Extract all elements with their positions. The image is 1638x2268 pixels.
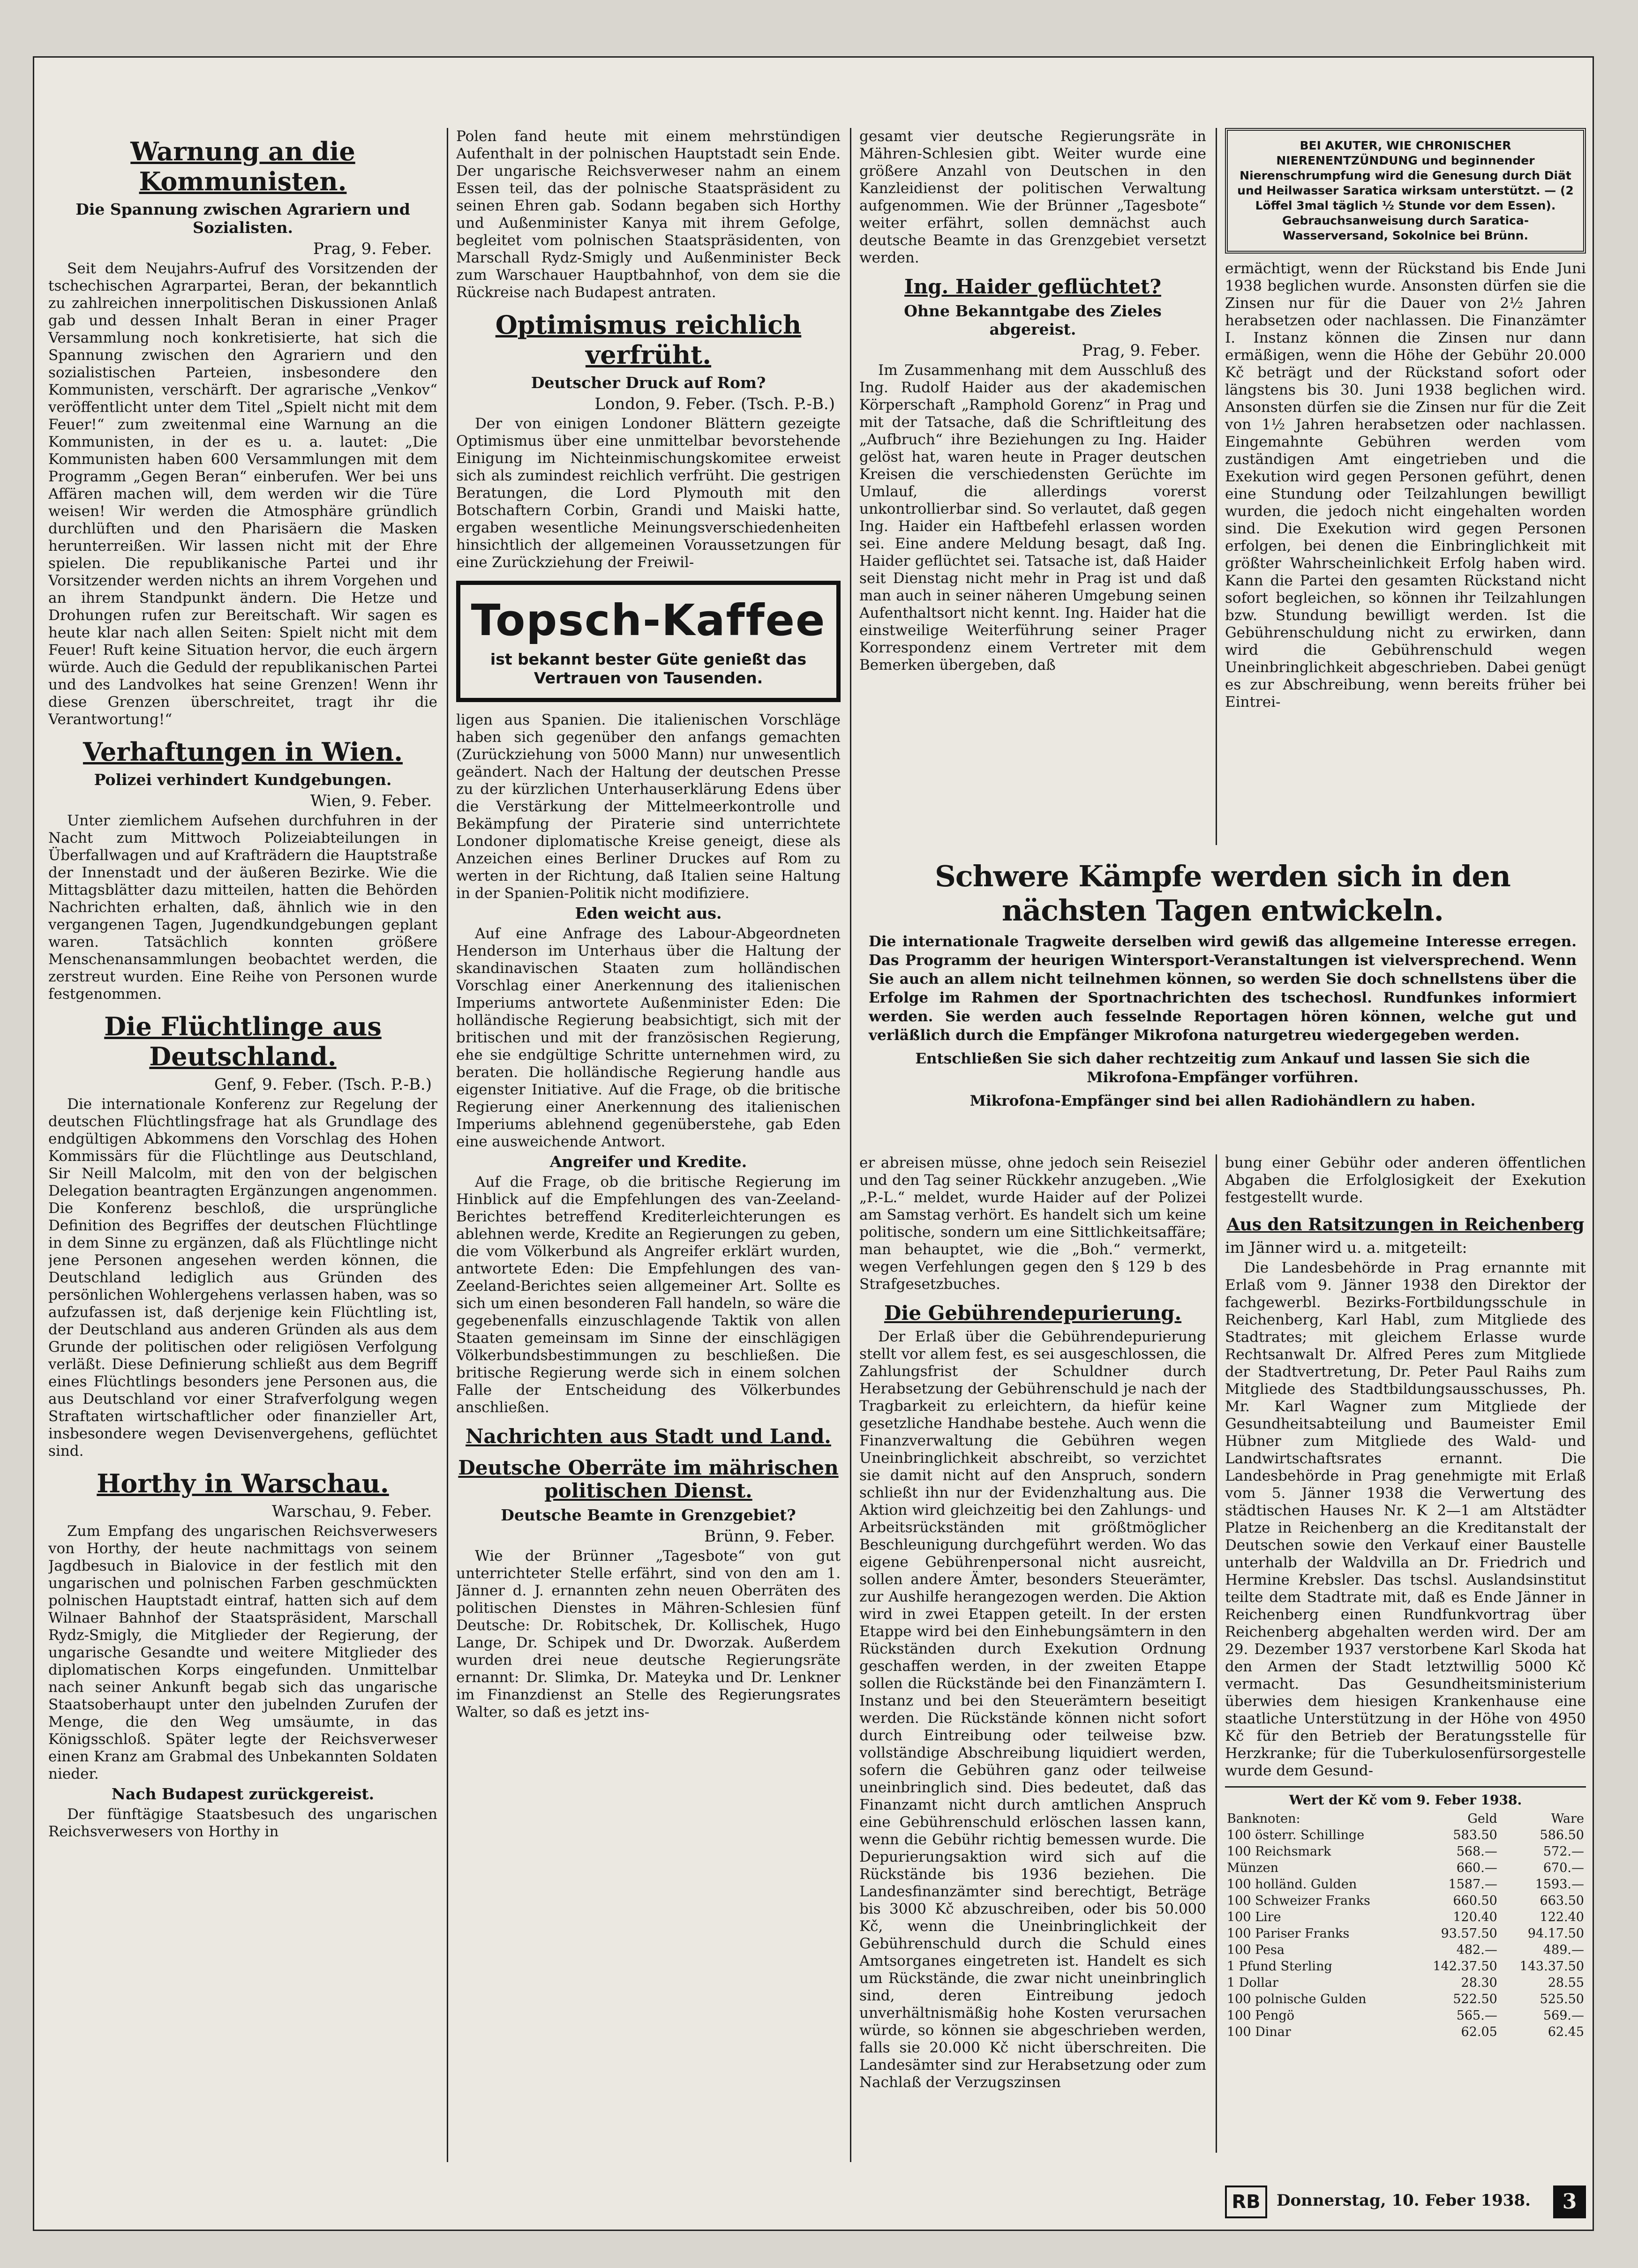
rate-ware: 28.55 xyxy=(1548,1976,1584,1990)
subheadline: Deutsche Beamte in Grenzgebiet? xyxy=(501,1506,796,1524)
column-1 xyxy=(48,128,437,2200)
ad-slogan: ist bekannt bester Güte genießt das Vertrauen von Tausenden. xyxy=(490,650,807,687)
rate-ware: 94.17.50 xyxy=(1527,1926,1584,1941)
rate-ware: 663.50 xyxy=(1540,1894,1584,1908)
article-text: Auf eine Anfrage des Labour-Abgeordneten Henderson im Unterhaus über die Haltung der skandinavischen Staaten zum holländischen Vorschlag einer Anerkennung des italienischen Imperiums antwortete Außenminister Eden: Die holländische Regierung beabsichtigt, sich mit der britischen und mit der französischen Regierung, ehe sie endgültige Schritte unternehmen wird, zu beraten. Die holländische Regierung handle aus eigenster Initiative. Auf die Frage, ob die britische Regierung einer Anerkennung des italienischen Imperiums ablehnend gegenüberstehe, gab Eden eine ausweichende Antwort. xyxy=(456,925,841,1150)
column-4-top xyxy=(1225,128,1586,845)
rate-geld: 93.57.50 xyxy=(1441,1926,1497,1941)
rates-row xyxy=(1225,1843,1586,1860)
banner-text: Mikrofona-Empfänger sind bei allen Radiohändlern zu haben. xyxy=(969,1093,1476,1109)
rate-geld: 660.50 xyxy=(1453,1894,1497,1908)
rate-name: 100 Schweizer Franks xyxy=(1227,1894,1370,1908)
article-text: ermächtigt, wenn der Rückstand bis Ende Juni 1938 beglichen wurde. Ansonsten dürfen sie die Zinsen nur für die Dauer von 2½ Jahren herabsetzen oder nachlassen. Die Finanzämter I. Instanz können die Zinsen nur dann ermäßigen, wenn die Höhe der Gebühr 20.000 Kč beträgt und der Rückstand sofort oder längstens bis 30. Juni 1938 beglichen wird. Ansonsten dürfen sie die Zinsen nur für die Zeit von 1½ Jahren herabsetzen oder nachlassen. Eingemahnte Gebühren werden vom zuständigen Amt eingetrieben und die Exekution wird gegen Personen geführt, denen eine Stundung oder Teilzahlungen bewilligt wurden, die jedoch nicht eingehalten worden sind. Die Exekution wird gegen Personen erfolgen, bei denen die Einbringlichkeit mit größter Wahrscheinlichkeit Erfolg haben wird. Kann die Partei den gesamten Rückstand nicht sofort begleichen, so können ihr Teilzahlungen bzw. Stundung bewilligt werden. Ist die Gebührenschuldung nicht zu erwirken, dann wird die Gebührenschuld wegen Uneinbringlichkeit abgeschrieben. Dabei genügt es zur Abschreibung, wenn bereits früher bei Eintrei- xyxy=(1225,260,1586,711)
headline: Aus den Ratsitzungen in Reichenberg xyxy=(1226,1215,1585,1235)
rates-header-name: Banknoten: xyxy=(1227,1811,1300,1826)
article-text: ligen aus Spanien. Die italienischen Vorschläge haben sich gegenüber den anfangs gemachten (Zurückziehung von 5000 Mann) nur unwesentlich geändert. Nach der Haltung der deutschen Presse zu der kürzlichen Unterhauserklärung Edens über die Verstärkung der Mittelmeerkontrolle und Bekämpfung der Piraterie sind unterrichtete Londoner diplomatische Kreise geneigt, diese als Anzeichen eines Berliner Druckes auf Rom zu werten in der Richtung, daß Italien seine Haltung in der Spanien-Politik nicht modifiziere. xyxy=(456,711,841,902)
article-text: gesamt vier deutsche Regierungsräte in Mähren-Schlesien gibt. Weiter wurde eine größere Anzahl von Deutschen in den Kanzleidienst der politischen Verwaltung aufgenommen. Wie der Brünner „Tagesbote“ weiter erfährt, sollen demnächst auch deutsche Beamte in das Grenzgebiet versetzt werden. xyxy=(859,128,1206,266)
article-text: Die internationale Konferenz zur Regelung der deutschen Flüchtlingsfrage hat als Grundlage des endgültigen Abkommens den Vorschlag des Hohen Kommissärs für die Flüchtlinge aus Deutschland, Sir Neill Malcolm, mit den von der belgischen Delegation beantragten Ergänzungen angenommen. Die Konferenz beschloß, die ursprüngliche Definition des Begriffes der deutschen Flüchtlinge in dem Sinne zu ergänzen, daß als Flüchtlinge nicht jene Personen angesehen werden können, die Deutschland lediglich aus Gründen des persönlichen Wohlergehens verlassen haben, was so aufzufassen ist, daß derjenige kein Flüchtling ist, der Deutschland aus anderen Gründen als aus dem Grunde der politischen oder religiösen Verfolgung verläßt. Diese Definierung schließt aus dem Begriff eines Flüchtlings besonders jene Personen aus, die aus Deutschland vor einer Strafverfolgung wegen Straftaten wirtschaftlicher oder finanzieller Art, insbesondere wegen Devisenvergehens, geflüchtet sind. xyxy=(48,1096,437,1460)
subheadline: Eden weicht aus. xyxy=(575,904,722,922)
article-text: Auf die Frage, ob die britische Regierung im Hinblick auf die Empfehlungen des van-Zeeland-Berichtes betreffend Krediterleichterungen es ablehnen werde, Kredite an Regierungen zu geben, die vom Völkerbund als Angreifer erklärt wurden, antwortete Eden: Die Empfehlungen des van-Zeeland-Berichtes seien allgemeiner Art. Sollte es sich um einen besonderen Fall handeln, so wäre die gegebenenfalls einzuschlagende Taktik von allen Staaten gemeinsam im Sinne der einschlägigen Völkerbundsbestimmungen zu beschließen. Die britische Regierung werde sich in einem solchen Falle der Entscheidung des Völkerbundes anschließen. xyxy=(456,1174,841,1416)
rates-header-row xyxy=(1225,1811,1586,1827)
subheadline: Die Spannung zwischen Agrariern und Sozialisten. xyxy=(75,200,410,237)
rates-row xyxy=(1225,2024,1586,2040)
section-headline: Nachrichten aus Stadt und Land. xyxy=(466,1425,831,1448)
rate-ware: 1593.— xyxy=(1535,1877,1584,1892)
rate-geld: 142.37.50 xyxy=(1433,1959,1497,1974)
rates-title: Wert der Kč vom 9. Feber 1938. xyxy=(1289,1792,1522,1808)
rates-row xyxy=(1225,1893,1586,1909)
rates-header-geld: Geld xyxy=(1467,1811,1497,1826)
headline: Warnung an die Kommunisten. xyxy=(130,136,355,196)
rate-geld: 62.05 xyxy=(1461,2025,1497,2039)
rate-ware: 62.45 xyxy=(1548,2025,1584,2039)
rate-geld: 522.50 xyxy=(1453,1992,1497,2006)
banner-text: Entschließen Sie sich daher rechtzeitig zum Ankauf und lassen Sie sich die Mikrofona-Empfänger vorführen. xyxy=(915,1050,1530,1086)
rates-row xyxy=(1225,1991,1586,2007)
rate-geld: 120.40 xyxy=(1453,1910,1497,1924)
headline: Deutsche Oberräte im mährischen politischen Dienst. xyxy=(458,1456,839,1502)
rate-ware: 525.50 xyxy=(1540,1992,1584,2006)
rate-name: Münzen xyxy=(1227,1861,1279,1875)
rate-ware: 572.— xyxy=(1543,1844,1584,1859)
rates-row xyxy=(1225,1860,1586,1876)
column-rule xyxy=(850,128,851,2162)
rate-name: 100 Reichsmark xyxy=(1227,1844,1331,1859)
subheadline: Ohne Bekanntgabe des Zieles abgereist. xyxy=(904,302,1162,338)
rate-name: 100 österr. Schillinge xyxy=(1227,1828,1365,1842)
rate-name: 100 Dinar xyxy=(1227,2025,1291,2039)
subheadline: Deutscher Druck auf Rom? xyxy=(531,374,766,392)
rates-row xyxy=(1225,1909,1586,1925)
rate-geld: 660.— xyxy=(1456,1861,1497,1875)
rate-geld: 482.— xyxy=(1456,1943,1497,1957)
article-text: Der von einigen Londoner Blättern gezeigte Optimismus über eine unmittelbar bevorstehende Einigung im Nichteinmischungskomitee erweist sich als zumindest reichlich verfrüht. Die gestrigen Beratungen, die Lord Plymouth mit den Botschaftern Corbin, Grandi und Maiski hatte, ergaben wesentliche Meinungsverschiedenheiten hinsichtlich der allgemeinen Voraussetzungen für eine Zurückziehung der Freiwil- xyxy=(456,415,841,571)
rate-geld: 565.— xyxy=(1456,2008,1497,2023)
rate-name: 100 Pariser Franks xyxy=(1227,1926,1350,1941)
rate-name: 100 Pesa xyxy=(1227,1943,1285,1957)
banner-text: Die internationale Tragweite derselben wird gewiß das allgemeine Interesse erregen. Das Programm der heurigen Wintersport-Veranstaltungen ist vielversprechend. Wenn Sie auch an allem nicht teilnehmen können, so werden Sie doch schnellstens über die Erfolge im Rahmen der Sportnachrichten des tschechosl. Rundfunkes informiert werden. Sie werden auch fesselnde Reportagen hören können, welche gut und verläßlich durch die Empfänger Mikrofona naturgetreu wiedergegeben werden. xyxy=(869,933,1577,1044)
dateline: Warschau, 9. Feber. xyxy=(272,1502,432,1521)
rates-row xyxy=(1225,1876,1586,1893)
rates-row xyxy=(1225,1925,1586,1942)
headline: Optimismus reichlich verfrüht. xyxy=(495,310,802,370)
rate-ware: 670.— xyxy=(1543,1861,1584,1875)
rates-header-ware: Ware xyxy=(1551,1811,1584,1826)
rates-row xyxy=(1225,2007,1586,2024)
rate-geld: 28.30 xyxy=(1461,1976,1497,1990)
headline: Verhaftungen in Wien. xyxy=(83,737,403,767)
rate-ware: 569.— xyxy=(1543,2008,1584,2023)
ad-brand: Topsch-Kaffee xyxy=(471,595,826,645)
rates-row xyxy=(1225,1827,1586,1843)
article-text: Der Erlaß über die Gebührendepurierung stellt vor allem fest, es sei ausgeschlossen, die Zahlungsfrist der Schuldner durch Herabsetzung der Gebührenschuld je nach der Tragbarkeit zu erleichtern, da hiefür keine gesetzliche Handhabe bestehe. Auch wenn die Finanzverwaltung die Gebühren wegen Uneinbringlichkeit abschreibt, so verzichtet sie damit nicht auf den Anspruch, sondern schließt ihn nur der Evidenzhaltung aus. Die Aktion wird gleichzeitig bei den Zahlungs- und Arbeitsrückständen mit größtmöglicher Beschleunigung durchgeführt werden. Wo das eigene Gebührenpersonal nicht ausreicht, sollen andere Ämter, besonders Steuerämter, zur Aushilfe herangezogen werden. Die Aktion wird in zwei Etappen geteilt. In der ersten Etappe wird bei den Einhebungsämtern in den Rückständen durch Exekution Ordnung geschaffen werden, in der zweiten Etappe sollen die Rückstände bei den Finanzämtern I. Instanz und bei den Steuerämtern beseitigt werden. Die Rückstände können nicht sofort durch Eintreibung oder teilweise bzw. vollständige Abschreibung liquidiert werden, sofern die Gebühren ganz oder teilweise uneinbringlich sind. Dies bedeutet, daß das Finanzamt nicht durch amtlichen Anspruch eine Gebührenschuld erlöschen lassen kann, wenn die Gebühr richtig bemessen wurde. Die Depurierungsaktion wird sich auf die Rückstände bis 1936 beziehen. Die Landesfinanzämter sind berechtigt, Beträge bis 3000 Kč abzuschreiben, oder bis 50.000 Kč, wenn die Uneinbringlichkeit der Gebührenschuld durch die Schuld eines Amtsorganes eingetreten ist. Handelt es sich um Rückstände, die zwar nicht uneinbringlich sind, deren Eintreibung jedoch unverhältnismäßig hohe Kosten verursachen würde, so können sie abgeschrieben werden, falls sie 20.000 Kč nicht überschreiten. Die Landesämter sind zur Herabsetzung oder zum Nachlaß der Verzugszinsen xyxy=(859,1328,1206,2091)
issue-date: Donnerstag, 10. Feber 1938. xyxy=(1277,2191,1531,2210)
rates-row xyxy=(1225,1958,1586,1975)
article-text: Die Landesbehörde in Prag ernannte mit Erlaß vom 9. Jänner 1938 den Direktor der fachgewerbl. Bezirks-Fortbildungsschule in Reichenberg, Karl Habl, zum Mitgliede des Stadtrates; mit gleichem Erlasse wurde Rechtsanwalt Dr. Alfred Peres zum Mitgliede der Stadtvertretung, Dr. Peter Paul Raihs zum Mitgliede des Stadtbildungsausschusses, Ph. Mr. Karl Wagner zum Mitgliede der Gesundheitsabteilung und Baumeister Emil Hübner zum Mitgliede des Wald- und Landwirtschaftsrates ernannt. Die Landesbehörde in Prag genehmigte mit Erlaß vom 5. Jänner 1938 die Verwertung des städtischen Hauses Nr. K 2—1 am Altstädter Platze in Reichenberg an die Kreditanstalt der Deutschen sowie den Verkauf einer Baustelle unterhalb der Waldvilla an Dr. Friedrich und Hermine Krebsler. Das tschsl. Auslandsinstitut teilte dem Stadtrate mit, daß es Ende Jänner in Reichenberg einen Rundfunkvortrag über Reichenberg abgehalten werden wird. Der am 29. Dezember 1937 verstorbene Karl Skoda hat den Armen der Stadt letztwillig 5000 Kč vermacht. Das Gesundheitsministerium überwies dem hiesigen Krankenhause eine staatliche Unterstützung in der Höhe von 4950 Kč für den Betrieb der Beratungsstelle für Herzkranke; für die Tuberkulosenfürsorgestelle wurde dem Gesund- xyxy=(1225,1259,1586,1779)
column-3-bottom xyxy=(859,1154,1206,2153)
article-text: Der fünftägige Staatsbesuch des ungarischen Reichsverwesers von Horthy in xyxy=(48,1806,437,1840)
article-text: Unter ziemlichem Aufsehen durchfuhren in der Nacht zum Mittwoch Polizeiabteilungen in Überfallwagen und auf Krafträdern die Hauptstraße der Innenstadt und der äußeren Bezirke. Wie die Mittagsblätter dazu mitteilen, hatten die Behörden Nachrichten erhalten, daß, ähnlich wie in den vergangenen Tagen, Jugendkundgebungen geplant waren. Tatsächlich konnten größere Menschenansammlungen beobachtet werden, die zerstreut wurden. Eine Reihe von Personen wurde festgenommen. xyxy=(48,812,437,1003)
rate-name: 1 Pfund Sterling xyxy=(1227,1959,1332,1974)
coffee-advertisement xyxy=(456,581,841,702)
rates-row xyxy=(1225,1942,1586,1958)
rates-table xyxy=(1225,1811,1586,2040)
article-text: Polen fand heute mit einem mehrstündigen Aufenthalt in der polnischen Hauptstadt sein Ende. Der ungarische Reichsverweser nahm an einem Essen teil, das der polnische Staatspräsident zu seinen Ehren gab. Sodann begaben sich Horthy und Außenminister Kanya mit ihrem Gefolge, begleitet vom polnischen Staatspräsidenten, von Marschall Rydz-Smigly und Außenminister Beck zum Warschauer Hauptbahnhof, von dem sie die Rückreise nach Budapest antraten. xyxy=(456,128,841,301)
column-rule xyxy=(447,128,448,2162)
rates-row xyxy=(1225,1975,1586,1991)
headline: Die Gebührendepurierung. xyxy=(884,1302,1182,1325)
rate-ware: 143.37.50 xyxy=(1519,1959,1584,1974)
article-text: Im Zusammenhang mit dem Ausschluß des Ing. Rudolf Haider aus der akademischen Körperschaft „Ramphold Gorenz“ in Prag und mit der Tatsache, daß die Schriftleitung des „Aufbruch“ ihre Beziehungen zu Ing. Haider gelöst hat, waren heute in Prager deutschen Kreisen die verschiedensten Gerüchte im Umlauf, die allerdings vorerst unkontrollierbar sind. So verlautet, daß gegen Ing. Haider ein Haftbefehl erlassen worden sei. Eine andere Meldung besagt, daß Ing. Haider geflüchtet sei. Tatsache ist, daß Haider seit Dienstag nicht mehr in Prag ist und daß man auch in seiner näheren Umgebung seinen Aufenthaltsort nicht kennt. Ing. Haider hat die einstweilige Weiterführung seiner Prager Korrespondenz einem Vertreter mit dem Bemerken übergeben, daß xyxy=(859,362,1206,674)
column-rule xyxy=(1216,1154,1217,2153)
mikrofona-advertisement xyxy=(859,859,1586,1115)
article-text: Zum Empfang des ungarischen Reichsverwesers von Horthy, der heute nachmittags von seinem Jagdbesuch in Bialovice in der festlich mit den ungarischen und polnischen Farben geschmückten polnischen Hauptstadt eintraf, hatten sich auf dem Wilnaer Bahnhof der Staatspräsident, Marschall Rydz-Smigly, die Mitglieder der Regierung, der ungarische Gesandte und weitere Mitglieder des diplomatischen Korps eingefunden. Unmittelbar nach seiner Ankunft begab sich das ungarische Staatsoberhaupt unter den jubelnden Zurufen der Menge, die den Weg umsäumte, in das Königsschloß. Später legte der Reichsverweser einen Kranz am Grabmal des Unbekannten Soldaten nieder. xyxy=(48,1523,437,1782)
saratica-advertisement: BEI AKUTER, WIE CHRONISCHER NIERENENTZÜNDUNG und beginnender Nierenschrumpfung wird die Genesung durch Diät und Heilwasser Saratica wirksam unterstützt. — (2 Löffel 3mal täglich ½ Stunde vor dem Essen). Gebrauchsanweisung durch Saratica-Wasserversand, Sokolnice bei Brünn. xyxy=(1225,128,1586,254)
rate-name: 100 Pengö xyxy=(1227,2008,1294,2023)
dateline: Genf, 9. Feber. (Tsch. P.-B.) xyxy=(214,1075,432,1094)
rate-name: 1 Dollar xyxy=(1227,1976,1278,1990)
newspaper-page xyxy=(33,56,1594,2231)
article-text: bung einer Gebühr oder anderen öffentlichen Abgaben die Erfolglosigkeit der Exekution festgestellt wurde. xyxy=(1225,1154,1586,1206)
banner-headline: Schwere Kämpfe werden sich in den nächsten Tagen entwickeln. xyxy=(935,859,1510,928)
rate-ware: 489.— xyxy=(1543,1943,1584,1957)
rate-geld: 568.— xyxy=(1456,1844,1497,1859)
dateline: Prag, 9. Feber. xyxy=(1082,341,1201,360)
column-2 xyxy=(456,128,841,2200)
headline: Die Flüchtlinge aus Deutschland. xyxy=(104,1011,382,1071)
rate-geld: 583.50 xyxy=(1453,1828,1497,1842)
dateline: Prag, 9. Feber. xyxy=(313,240,432,258)
dateline: Wien, 9. Feber. xyxy=(310,792,432,810)
exchange-rates xyxy=(1225,1786,1586,2040)
rate-name: 100 Lire xyxy=(1227,1910,1281,1924)
subheadline: Angreifer und Kredite. xyxy=(549,1153,747,1171)
column-rule xyxy=(1216,128,1217,845)
newspaper-logo: RB xyxy=(1225,2186,1267,2218)
dateline: Brünn, 9. Feber. xyxy=(704,1527,835,1546)
headline: Horthy in Warschau. xyxy=(97,1468,389,1498)
rate-name: 100 polnische Gulden xyxy=(1227,1992,1367,2006)
page-footer xyxy=(1225,2186,1586,2218)
article-text: er abreisen müsse, ohne jedoch sein Reiseziel und den Tag seiner Rückkehr anzugeben. „Wie „P.-L.“ meldet, wurde Haider auf der Polizei am Samstag verhört. Es handelt sich um keine politische, sondern um eine Sittlichkeitsaffäre; man behauptet, wie die „Boh.“ vermerkt, wegen Verfehlungen gegen den § 129 b des Strafgesetzbuches. xyxy=(859,1154,1206,1293)
article-text: Wie der Brünner „Tagesbote“ von gut unterrichteter Stelle erfährt, sind von den am 1. Jänner d. J. ernannten zehn neuen Oberräten des politischen Dienstes in Mähren-Schlesien fünf Deutsche: Dr. Robitschek, Dr. Kollischek, Hugo Lange, Dr. Schipek und Dr. Dworzak. Außerdem wurden drei neue deutsche Regierungsräte ernannt: Dr. Slimka, Dr. Mateyka und Dr. Lenkner im Finanzdienst an Stelle des Regierungsrates Walter, so daß es jetzt ins- xyxy=(456,1548,841,1721)
rate-ware: 122.40 xyxy=(1540,1910,1584,1924)
subheadline: im Jänner wird u. a. mitgeteilt: xyxy=(1225,1238,1467,1257)
headline: Ing. Haider geflüchtet? xyxy=(904,275,1161,298)
column-3-top xyxy=(859,128,1206,845)
article-text: Seit dem Neujahrs-Aufruf des Vorsitzenden der tschechischen Agrarpartei, Beran, der bekanntlich zu zahlreichen innerpolitischen Diskussionen Anlaß gab und dessen Inhalt Beran in einer Prager Versammlung noch konkretisierte, hat sich die Spannung zwischen den Agrariern und den sozialistischen Parteien, insbesondere den Kommunisten, verschärft. Der agrarische „Venkov“ veröffentlicht unter dem Titel „Spielt nicht mit dem Feuer!“ zum zweitenmal eine Warnung an die Kommunisten, in der es u. a. lautet: „Die Kommunisten haben 600 Versammlungen mit dem Programm „Gegen Beran“ einberufen. Wer bei uns Affären machen will, dem werden wir die Türe weisen! Wir werden die Atmosphäre gründlich durchlüften und den Pharisäern die Masken herunterreißen. Wir lassen nicht mit der Ehre spielen. Die republikanische Partei und ihr Vorsitzender werden nichts an ihrem Vorgehen und an ihrem Standpunkt ändern. Die Hetze und Drohungen rufen zur Bereitschaft. Wir sagen es heute klar nach allen Seiten: Spielt nicht mit dem Feuer! Ruft keine Situation hervor, die euch ärgern würde. Auch die Geduld der republikanischen Partei und des Landvolkes hat seine Grenzen! Wenn ihr diese Grenzen überschreitet, tragt ihr die Verantwortung!“ xyxy=(48,260,437,728)
subheadline: Nach Budapest zurückgereist. xyxy=(111,1785,375,1803)
rate-name: 100 holländ. Gulden xyxy=(1227,1877,1357,1892)
rate-geld: 1587.— xyxy=(1448,1877,1497,1892)
column-4-bottom xyxy=(1225,1154,1586,2176)
rate-ware: 586.50 xyxy=(1540,1828,1584,1842)
page-number: 3 xyxy=(1553,2186,1586,2218)
dateline: London, 9. Feber. (Tsch. P.-B.) xyxy=(594,395,835,413)
subheadline: Polizei verhindert Kundgebungen. xyxy=(94,771,392,789)
